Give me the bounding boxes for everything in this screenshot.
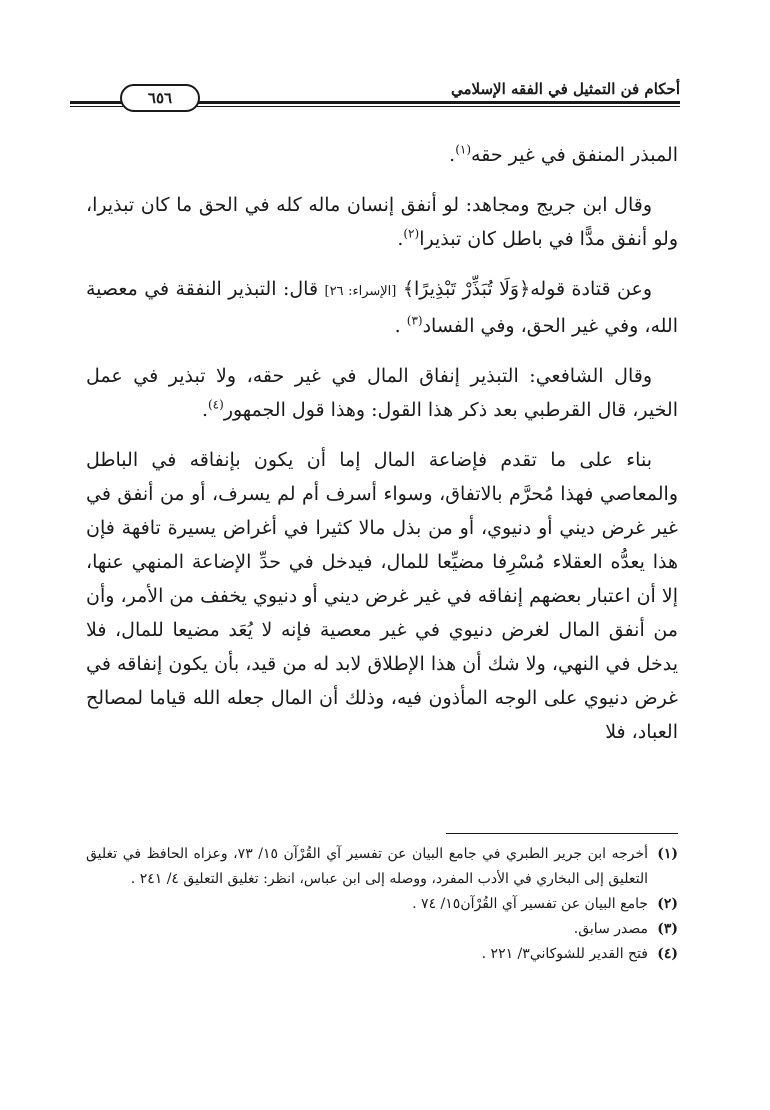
paragraph-4 [86, 359, 678, 427]
footnote-number: (١) [657, 846, 678, 862]
footnote-ref-4: (٤) [207, 397, 224, 412]
page-number: ٦٥٦ [120, 84, 200, 112]
footnote-text: أخرجه ابن جرير الطبري في جامع البيان عن تفسير آي القُرْآن ١٥/ ٧٣، وعزاه الحافظ في تغليق التعليق إلى البخاري في الأدب المفرد، ووصله إلى ابن عباس، انظر: تغليق التعليق ٤/ ٢٤١ . [86, 846, 648, 887]
footnote-divider [446, 833, 678, 834]
footnote-number: (٢) [657, 896, 678, 912]
quran-verse: ﴿وَلَا تُبَذِّرْ تَبْذِيرًا﴾ [402, 278, 531, 300]
footnote-text: مصدر سابق. [573, 921, 648, 937]
paragraph-4-end: . [201, 399, 208, 421]
paragraph-2-text: وقال ابن جريج ومجاهد: لو أنفق إنسان ماله كله في الحق ما كان تبذيرا، ولو أنفق مدًّا في باطل كان تبذيرا [86, 194, 678, 250]
footnote-ref-1: (١) [455, 142, 472, 157]
footnotes [86, 842, 678, 967]
footnote-4 [86, 942, 678, 967]
main-text [86, 138, 678, 749]
footnote-number: (٤) [657, 946, 678, 962]
footnote-3 [86, 917, 678, 942]
page-header [70, 74, 680, 118]
footnote-text: جامع البيان عن تفسير آي القُرْآن١٥/ ٧٤ . [412, 896, 648, 912]
paragraph-1-text: المبذر المنفق في غير حقه [471, 144, 678, 166]
paragraph-1-end: . [449, 144, 456, 166]
paragraph-1 [86, 138, 678, 172]
footnote-ref-2: (٢) [403, 226, 420, 241]
footnote-1 [86, 842, 678, 892]
paragraph-2 [86, 188, 678, 256]
book-title: أحكام فن التمثيل في الفقه الإسلامي [450, 80, 680, 98]
footnote-number: (٣) [657, 921, 678, 937]
paragraph-3-end: . [394, 315, 407, 337]
footnote-ref-3: (٣) [406, 313, 423, 328]
paragraph-2-end: . [397, 228, 404, 250]
footnote-text: فتح القدير للشوكاني٣/ ٢٢١ . [481, 946, 648, 962]
paragraph-3-text: قال: التبذير النفقة في معصية الله، وفي غير الحق، وفي الفساد [86, 278, 678, 337]
paragraph-3 [86, 272, 678, 343]
footnote-2 [86, 892, 678, 917]
paragraph-5: بناء على ما تقدم فإضاعة المال إما أن يكون بإنفاقه في الباطل والمعاصي فهذا مُحرَّم بالاتفاق، وسواء أسرف أم لم يسرف، أو من أنفق في غير غرض ديني أو دنيوي، أو من بذل مالا كثيرا في أغراض يسيرة تافهة فإن هذا يعدُّه العقلاء مُسْرِفا مضيِّعا للمال، فيدخل في حدِّ الإضاعة المنهي عنها، إلا أن اعتبار بعضهم إنفاقه في غير غرض ديني أو دنيوي يخفف من الأمر، وأن من أنفق المال لغرض دنيوي في غير معصية فإنه لا يُعَد مضيعا للمال، فلا يدخل في النهي، ولا شك أن هذا الإطلاق لابد له من قيد، بأن يكون إنفاقه في غرض دنيوي على الوجه المأذون فيه، وذلك أن المال جعله الله قياما لمصالح العباد، فلا [86, 449, 678, 743]
paragraph-3-lead: وعن قتادة قوله [530, 278, 652, 300]
paragraph-4-text: وقال الشافعي: التبذير إنفاق المال في غير حقه، ولا تبذير في عمل الخير، قال القرطبي بعد ذكر هذا القول: وهذا قول الجمهور [86, 365, 678, 421]
verse-reference: [الإسراء: ٢٦] [324, 284, 397, 299]
